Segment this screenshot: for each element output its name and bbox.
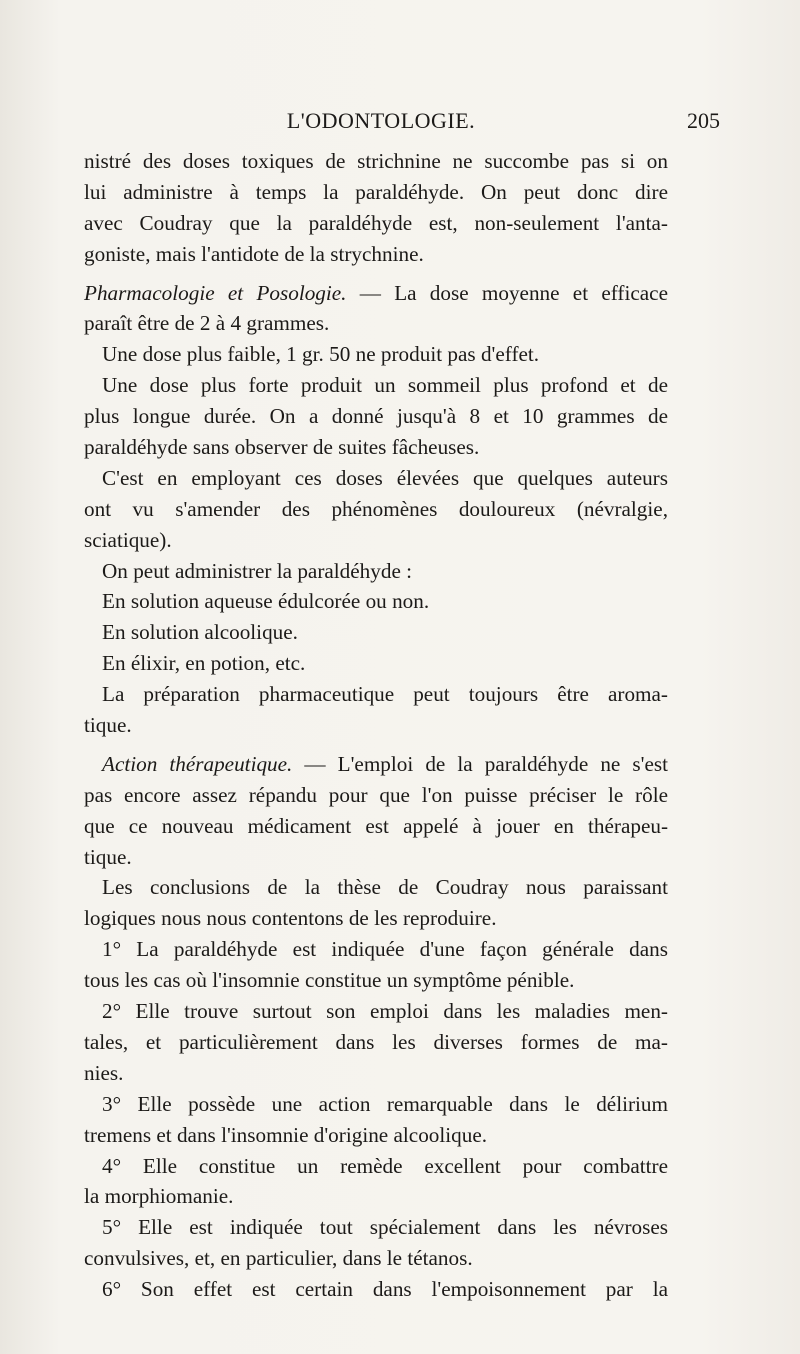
text-line	[84, 965, 668, 996]
running-head	[84, 108, 720, 138]
text-line	[84, 934, 668, 965]
text-line	[84, 872, 668, 903]
text-line	[84, 208, 668, 239]
text-line	[84, 1027, 668, 1058]
line-text: ont vu s'amender des phénomènes douloureux (névralgie,	[84, 496, 668, 521]
text-line	[84, 1151, 668, 1182]
line-text: nistré des doses toxiques de strichnine ne succombe pas si on	[84, 149, 668, 173]
body-text	[84, 146, 668, 1305]
line-text: plus longue durée. On a donné jusqu'à 8 et 10 grammes de	[84, 404, 668, 429]
text-line	[84, 278, 668, 309]
text-line	[84, 749, 668, 780]
line-text: tique.	[84, 713, 132, 738]
line-text: que ce nouveau médicament est appelé à jouer en thérapeu-	[84, 813, 668, 838]
line-text: C'est en employant ces doses élevées que quelques auteurs	[102, 465, 668, 490]
paragraph-gap	[84, 270, 668, 278]
line-text: 3° Elle possède une action remarquable dans le délirium	[102, 1091, 668, 1116]
line-text: sciatique).	[84, 527, 172, 552]
line-text: convulsives, et, en particulier, dans le tétanos.	[84, 1246, 473, 1271]
text-line	[84, 1212, 668, 1243]
paragraph-gap	[84, 741, 668, 749]
page-number: 205	[687, 108, 720, 133]
text-line	[84, 1120, 668, 1151]
text-line	[84, 780, 668, 811]
line-text: Les conclusions de la thèse de Coudray nous paraissant	[102, 875, 668, 900]
text-line	[84, 556, 668, 587]
line-text: tous les cas où l'insomnie constitue un symptôme pénible.	[84, 968, 575, 993]
line-text: avec Coudray que la paraldéhyde est, non-seulement l'anta-	[84, 210, 668, 235]
text-line	[84, 996, 668, 1027]
text-line	[84, 710, 668, 741]
section-heading: Action thérapeutique.	[102, 751, 293, 776]
text-line	[84, 1181, 668, 1212]
text-line	[84, 177, 668, 208]
line-text: Une dose plus forte produit un sommeil plus profond et de	[102, 373, 668, 398]
line-text: 1° La paraldéhyde est indiquée d'une façon générale dans	[102, 937, 668, 962]
line-text: 4° Elle constitue un remède excellent pour combattre	[102, 1153, 668, 1178]
line-text: 6° Son effet est certain dans l'empoisonnement par la	[102, 1277, 668, 1302]
line-text: — La dose moyenne et efficace	[346, 280, 668, 305]
text-line	[84, 648, 668, 679]
line-text: tique.	[84, 844, 132, 869]
line-text: Une dose plus faible, 1 gr. 50 ne produit pas d'effet.	[102, 342, 540, 367]
text-line	[84, 1089, 668, 1120]
text-line	[84, 463, 668, 494]
text-line	[84, 494, 668, 525]
line-text: la morphiomanie.	[84, 1184, 234, 1209]
line-text: 5° Elle est indiquée tout spécialement dans les névroses	[102, 1215, 668, 1240]
text-line	[84, 525, 668, 556]
text-line	[84, 586, 668, 617]
text-line	[84, 308, 668, 339]
line-text: 2° Elle trouve surtout son emploi dans les maladies men-	[102, 999, 668, 1024]
line-text: La préparation pharmaceutique peut toujours être aroma-	[102, 682, 668, 707]
text-line	[84, 432, 668, 463]
text-line	[84, 679, 668, 710]
text-line	[84, 401, 668, 432]
text-line	[84, 1274, 668, 1305]
line-text: On peut administrer la paraldéhyde :	[102, 558, 413, 583]
line-text: — L'emploi de la paraldéhyde ne s'est	[292, 751, 668, 776]
line-text: paraît être de 2 à 4 grammes.	[84, 311, 330, 336]
line-text: paraldéhyde sans observer de suites fâcheuses.	[84, 435, 480, 460]
line-text: tremens et dans l'insomnie d'origine alcoolique.	[84, 1122, 488, 1147]
running-title: L'ODONTOLOGIE.	[286, 108, 476, 133]
line-text: lui administre à temps la paraldéhyde. On peut donc dire	[84, 179, 668, 204]
text-line	[84, 239, 668, 270]
text-line	[84, 1243, 668, 1274]
text-line	[84, 903, 668, 934]
line-text: En élixir, en potion, etc.	[102, 651, 306, 676]
section-heading: Pharmacologie et Posologie.	[84, 280, 347, 305]
text-line	[84, 1058, 668, 1089]
line-text: En solution aqueuse édulcorée ou non.	[102, 589, 430, 614]
text-line	[84, 617, 668, 648]
text-line	[84, 339, 668, 370]
line-text: pas encore assez répandu pour que l'on puisse préciser le rôle	[84, 782, 668, 807]
text-line	[84, 811, 668, 842]
text-line	[84, 370, 668, 401]
line-text: nies.	[84, 1060, 124, 1085]
line-text: En solution alcoolique.	[102, 620, 298, 645]
line-text: tales, et particulièrement dans les diverses formes de ma-	[84, 1029, 668, 1054]
text-line	[84, 842, 668, 873]
line-text: goniste, mais l'antidote de la strychnine.	[84, 241, 424, 266]
text-line	[84, 146, 668, 177]
line-text: logiques nous nous contentons de les reproduire.	[84, 906, 497, 931]
